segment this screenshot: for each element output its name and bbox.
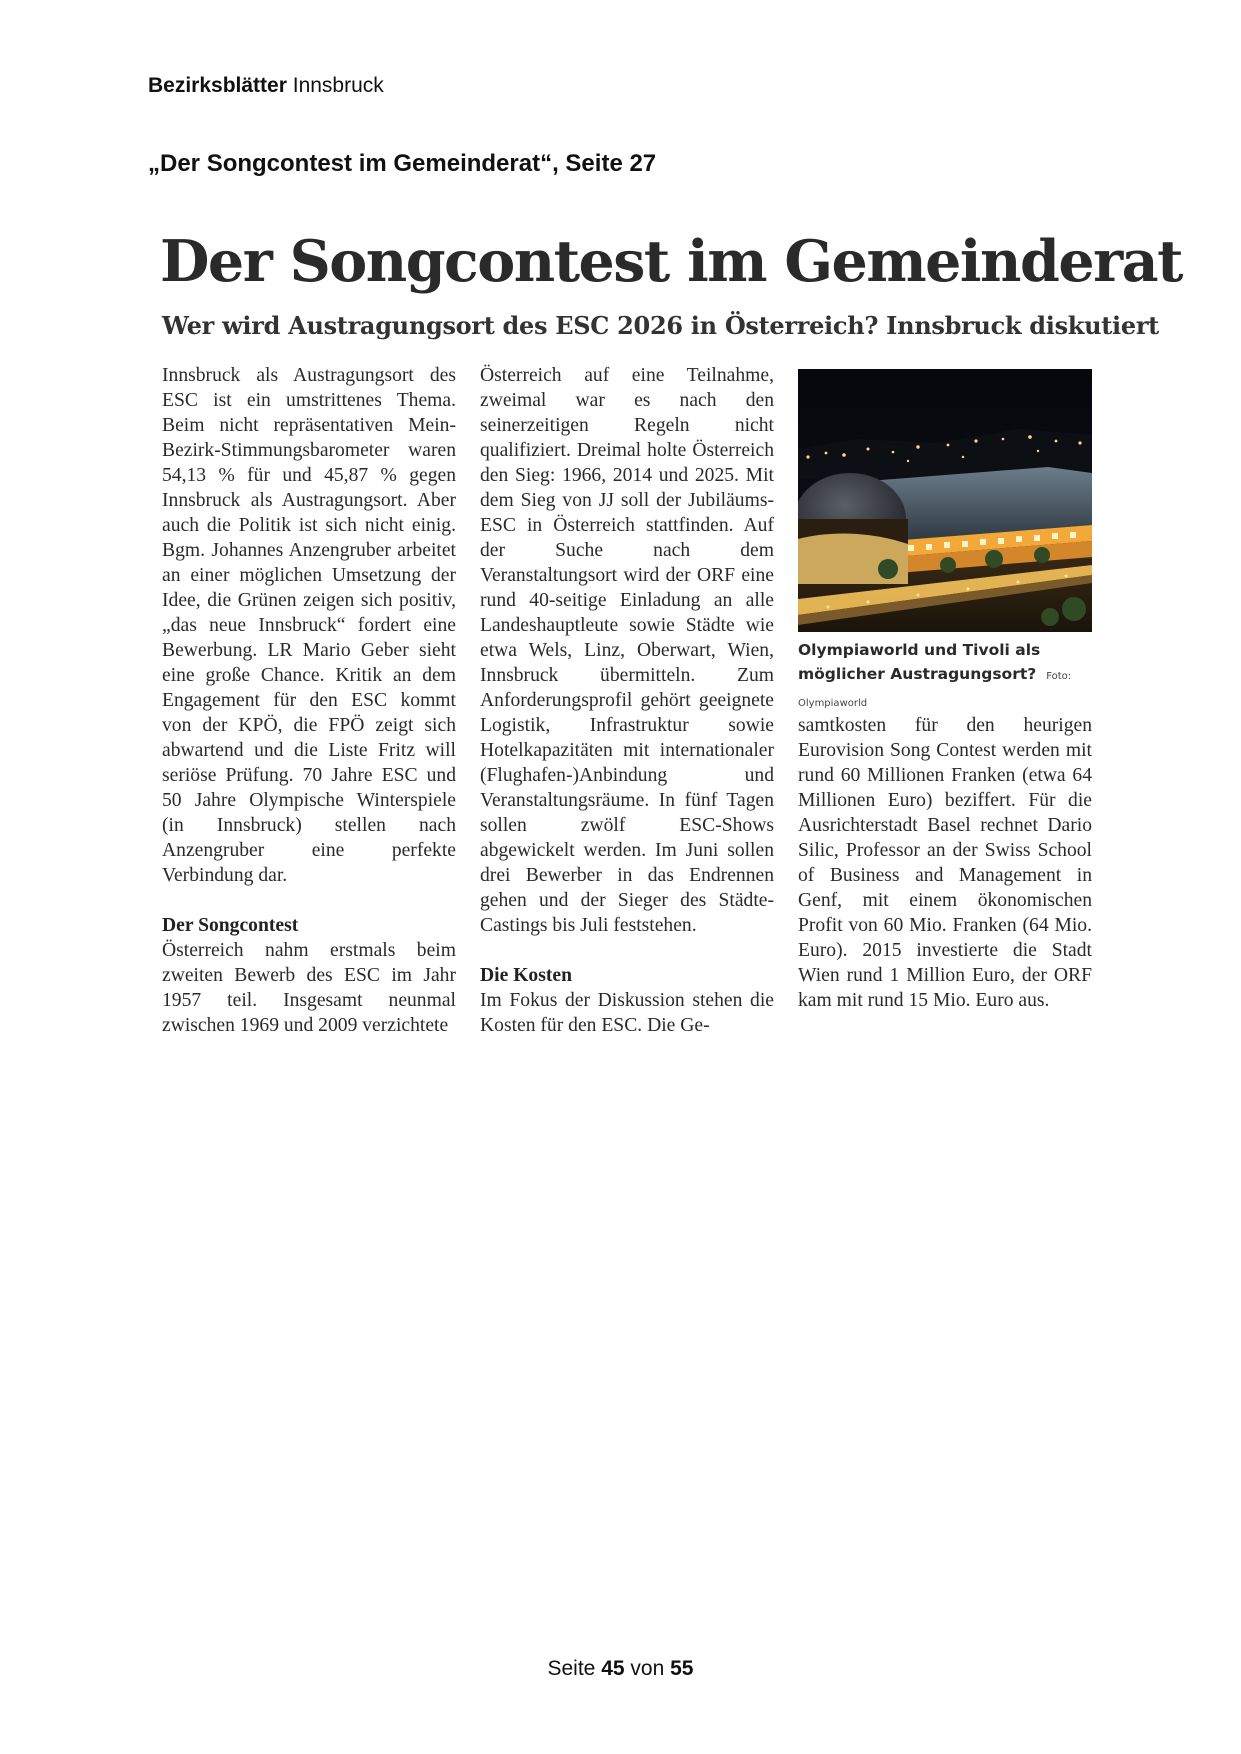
section-heading-kosten: Die Kosten (480, 965, 572, 986)
kosten-paragraph: Im Fokus der Diskussion stehen die Kosten für den ESC. Die Ge- (480, 990, 774, 1036)
page-prefix: Seite (547, 1657, 596, 1680)
publication-region: Innsbruck (292, 74, 384, 97)
article-reference: „Der Songcontest im Gemeinderat“, Seite 27 (148, 150, 657, 177)
article-subheadline: Wer wird Austragungsort des ESC 2026 in Österreich? Innsbruck diskutiert (162, 311, 1159, 340)
songcontest-paragraph: Österreich nahm erstmals beim zweiten Bewerb des ESC im Jahr 1957 teil. Insgesamt neunmal zwischen 1969 und 2009 verzichtete (162, 940, 456, 1036)
article-column-3 (798, 713, 1092, 1013)
page-footer (0, 1657, 1241, 1681)
olympiaworld-photo (798, 369, 1092, 632)
publication-header (148, 74, 384, 98)
article-column-1 (162, 363, 456, 1038)
total-pages: 55 (670, 1657, 694, 1680)
current-page: 45 (601, 1657, 625, 1680)
kosten-continued-paragraph: samtkosten für den heurigen Eurovision Song Contest werden mit rund 60 Millionen Franken (etwa 64 Millionen Euro) beziffert. Für die Ausrichterstadt Basel rechnet Dario Silic, Professor an der Swiss School of Business and Management in Genf, mit einem ökonomischen Profit von 60 Mio. Franken (64 Mio. Euro). 2015 investierte die Stadt Wien rund 1 Million Euro, der ORF kam mit rund 15 Mio. Euro aus. (798, 715, 1092, 1011)
article-headline: Der Songcontest im Gemeinderat (160, 228, 1182, 295)
photo-caption (798, 638, 1092, 716)
intro-paragraph: Innsbruck als Austragungsort des ESC ist ein umstrittenes Thema. Beim nicht repräsentativen Mein-Bezirk-Stimmungsbarometer waren 54,13 % für und 45,87 % gegen Innsbruck als Austragungsort. Aber auch die Politik ist sich nicht einig. Bgm. Johannes Anzengruber arbeitet an einer möglichen Umsetzung der Idee, die Grünen zeigen sich positiv, „das neue Innsbruck“ fordert eine Bewerbung. LR Mario Geber sieht eine große Chance. Kritik an dem Engagement für den ESC kommt von der KPÖ, die FPÖ zeigt sich abwartend und die Liste Fritz will seriöse Prüfung. 70 Jahre ESC und 50 Jahre Olympische Winterspiele (in Innsbruck) stellen nach Anzengruber eine perfekte Verbindung dar. (162, 365, 456, 886)
publication-name: Bezirksblätter (148, 74, 287, 97)
history-paragraph: Österreich auf eine Teilnahme, zweimal war es nach den seinerzeitigen Regeln nicht qualifiziert. Dreimal holte Österreich den Sieg: 1966, 2014 und 2025. Mit dem Sieg von JJ soll der Jubiläums-ESC in Österreich stattfinden. Auf der Suche nach dem Veranstaltungsort wird der ORF eine rund 40-seitige Einladung an alle Landeshauptleute sowie Städte wie etwa Wels, Linz, Oberwart, Wien, Innsbruck übermitteln. Zum Anforderungsprofil gehört geeignete Logistik, Infrastruktur sowie Hotelkapazitäten mit internationaler (Flughafen-)Anbindung und Veranstaltungsräume. In fünf Tagen sollen zwölf ESC-Shows abgewickelt werden. Im Juni sollen drei Bewerber in das Endrennen gehen und der Sieger des Städte-Castings bis Juli feststehen. (480, 365, 774, 936)
section-heading-songcontest: Der Songcontest (162, 915, 299, 936)
photo-credit: Foto: Olympiaworld (798, 671, 1072, 709)
page-separator: von (630, 1657, 665, 1680)
article-column-2 (480, 363, 774, 1038)
photo-caption-text: Olympiaworld und Tivoli als möglicher Austragungsort? (798, 641, 1041, 683)
